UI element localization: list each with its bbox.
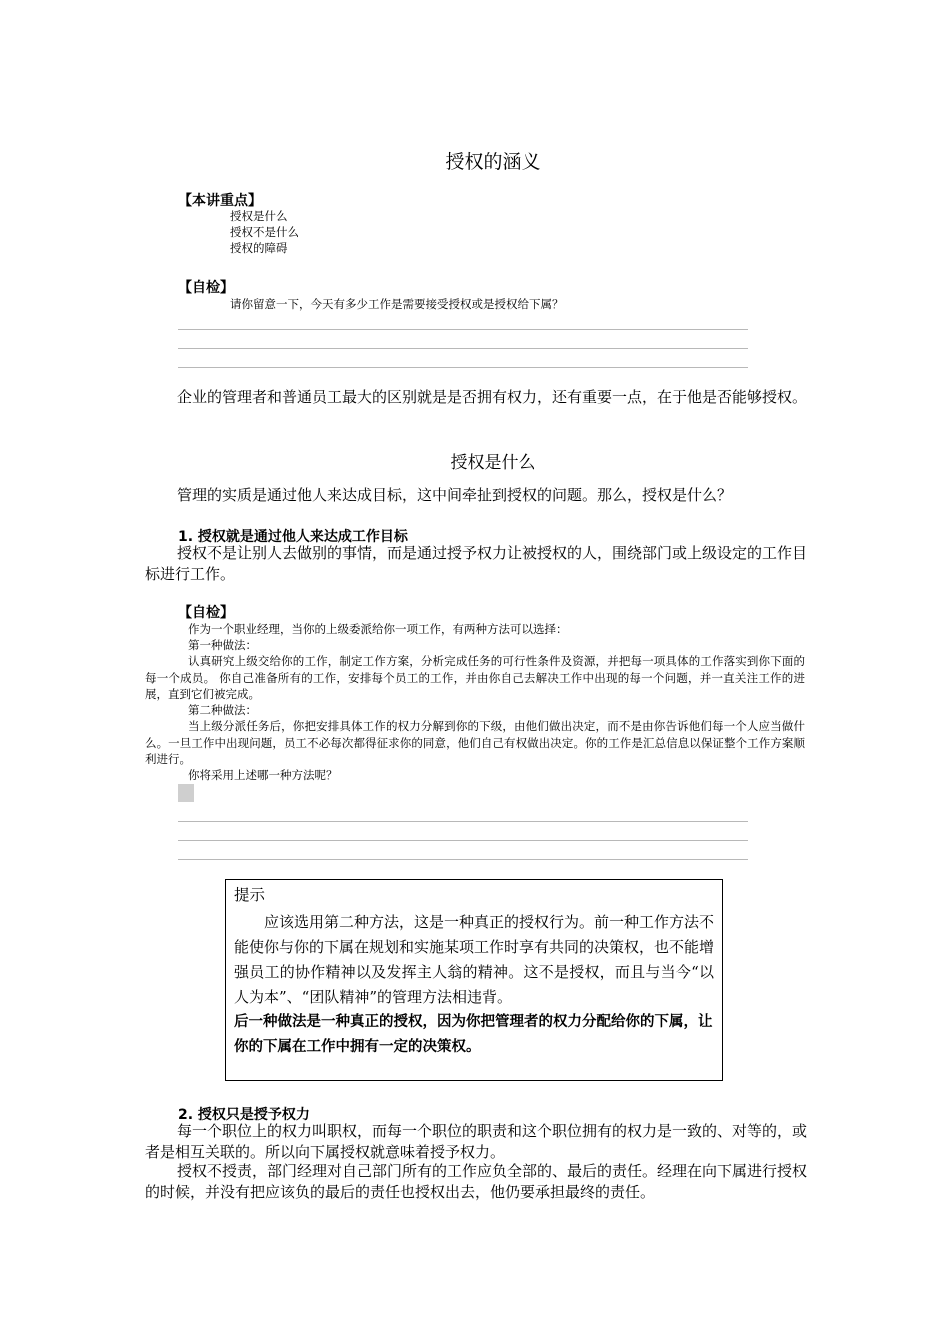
method1-label: 第一种做法： [188,638,257,652]
tip-text: 应该选用第二种方法，这是一种真正的授权行为。前一种工作方法不能使你与你的下属在规划和实施某项工作时享有共同的决策权，也不能增强员工的协作精神以及发挥主人翁的精神。这不是授权，而且与当今“以人为本”、“团队精神”的管理方法相违背。 [234,913,715,1006]
self-check-header: 【自检】 [178,605,234,621]
self-check-header: 【自检】 [178,280,234,296]
self-check-question: 你将采用上述哪一种方法呢？ [188,768,338,782]
focus-header: 【本讲重点】 [178,193,262,209]
point2-text-1: 每一个职位上的权力叫职权，而每一个职位的职责和这个职位拥有的权力是一致的、对等的，或者是相互关联的。所以向下属授权就意味着授予权力。 [145,1122,808,1161]
section-title: 授权是什么 [450,453,536,473]
focus-item: 授权不是什么 [230,225,299,239]
tip-bold-text: 后一种做法是一种真正的授权，因为你把管理者的权力分配给你的下属，让你的下属在工作中拥有一定的决策权。 [234,1014,713,1055]
self-check-question: 请你留意一下，今天有多少工作是需要接受授权或是授权给下属？ [230,297,564,311]
method1-text: 认真研究上级交给你的工作，制定工作方案，分析完成任务的可行性条件及资源，并把每一项具体的工作落实到你下面的每一个成员。 你自己准备所有的工作，安排每个员工的工作，并由你自己去解决工作中出现的每一个问题，并一直关注工作的进展，直到它们被完成。 [145,654,805,701]
answer-line [178,859,748,860]
answer-line [178,348,748,349]
self-check-intro: 作为一个职业经理，当你的上级委派给你一项工作，有两种方法可以选择： [188,622,568,636]
method2-label: 第二种做法： [188,703,257,717]
section-intro: 管理的实质是通过他人来达成目标，这中间牵扯到授权的问题。那么，授权是什么？ [177,486,733,504]
page-title: 授权的涵义 [445,151,541,173]
cursor-marker [178,784,194,802]
tip-title: 提示 [234,886,266,904]
tip-box [225,879,723,1081]
focus-item: 授权的障碍 [230,241,288,255]
focus-item: 授权是什么 [230,209,288,223]
intro-paragraph: 企业的管理者和普通员工最大的区别就是是否拥有权力，还有重要一点，在于他是否能够授权。 [177,388,808,406]
point2-heading: 2. 授权只是授予权力 [178,1107,310,1123]
point1-text: 授权不是让别人去做别的事情，而是通过授予权力让被授权的人，围绕部门或上级设定的工作目标进行工作。 [145,544,808,583]
answer-line [178,367,748,368]
point1-heading: 1. 授权就是通过他人来达成工作目标 [178,529,408,545]
answer-line [178,329,748,330]
answer-line [178,821,748,822]
answer-line [178,840,748,841]
point2-text-2: 授权不授责，部门经理对自己部门所有的工作应负全部的、最后的责任。经理在向下属进行授权的时候，并没有把应该负的最后的责任也授权出去，他仍要承担最终的责任。 [145,1162,808,1201]
method2-text: 当上级分派任务后，你把安排具体工作的权力分解到你的下级，由他们做出决定，而不是由你告诉他们每一个人应当做什么。一旦工作中出现问题，员工不必每次都得征求你的同意，他们自己有权做出决定。你的工作是汇总信息以保证整个工作方案顺利进行。 [145,719,805,766]
